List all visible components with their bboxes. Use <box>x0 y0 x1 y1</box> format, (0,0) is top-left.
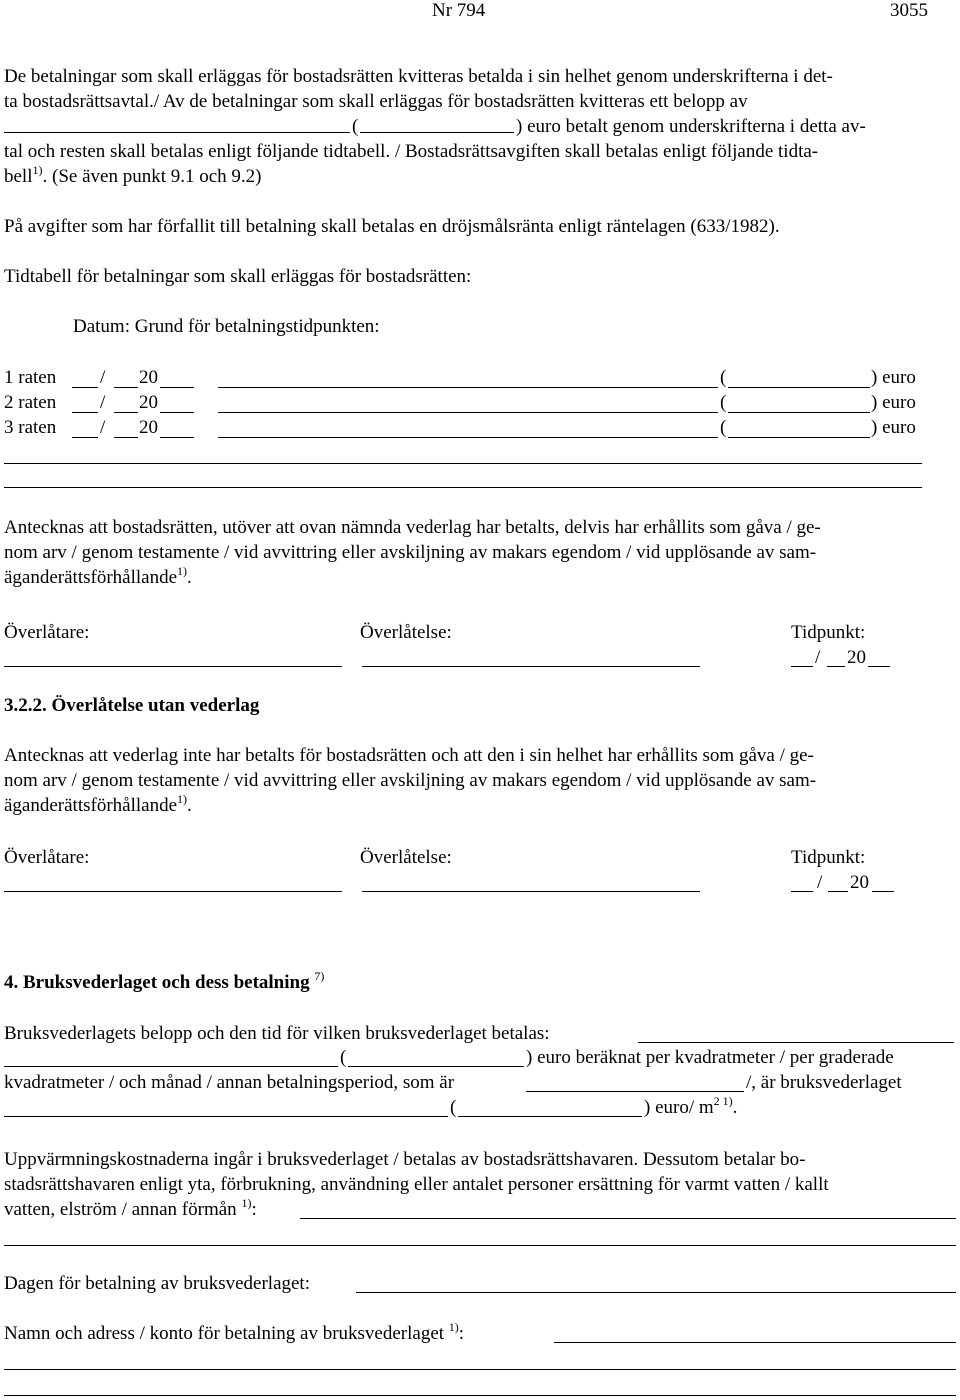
installment-1-year[interactable] <box>160 387 194 388</box>
installment-2-amount[interactable] <box>728 412 870 413</box>
fee-euro-field[interactable] <box>348 1066 524 1067</box>
transferor-field[interactable] <box>4 891 342 892</box>
extra-line-2[interactable] <box>4 487 922 488</box>
year-prefix: 20 <box>139 367 158 388</box>
paren-open: ( <box>340 1047 347 1068</box>
fee-basis-text: ) euro beräknat per kvadratmeter / per graderade <box>526 1047 894 1068</box>
fee-other-period-field[interactable] <box>526 1091 744 1092</box>
intro-line-2: ta bostadsrättsavtal./ Av de betalningar som skall erläggas för bostadsrätten kvitteras ett belopp av <box>4 91 748 112</box>
paren-open: ( <box>450 1097 457 1118</box>
footnote-ref: 1) <box>241 1196 252 1210</box>
installment-3-amount[interactable] <box>728 437 870 438</box>
euro-unit: ) euro <box>871 392 916 413</box>
time-label: Tidpunkt: <box>791 847 866 868</box>
installment-1-amount[interactable] <box>728 387 870 388</box>
footnote-ref: 1) <box>448 1320 459 1334</box>
document-number: Nr 794 <box>432 0 486 21</box>
gift-note-line-3: äganderättsförhållande$^{1)}$. <box>4 564 192 588</box>
no-consideration-line-1: Antecknas att vederlag inte har betalts för bostadsrätten och att den i sin helhet har erhållits som gåva / ge- <box>4 745 814 766</box>
schedule-heading: Tidtabell för betalningar som skall erläggas för bostadsrätten: <box>4 266 472 287</box>
section-heading-4: 4. Bruksvederlaget och dess betalning $^{7)}$ <box>4 969 325 993</box>
year-prefix: 20 <box>850 872 869 893</box>
transferor-label: Överlåtare: <box>4 622 90 643</box>
fee-total-field[interactable] <box>4 1116 448 1117</box>
installment-3-year[interactable] <box>160 437 194 438</box>
date-slash: / <box>100 417 106 438</box>
time-day-field[interactable] <box>791 666 813 667</box>
amount-blank-line[interactable] <box>4 132 350 133</box>
due-date-label: Dagen för betalning av bruksvederlaget: <box>4 1273 310 1294</box>
installment-2-label: 2 raten <box>4 392 57 413</box>
date-slash: / <box>100 367 106 388</box>
footnote-ref: 2 1) <box>713 1094 733 1108</box>
fee-amount-label: Bruksvederlagets belopp och den tid för vilken bruksvederlaget betalas: <box>4 1023 550 1044</box>
transferor-label: Överlåtare: <box>4 847 90 868</box>
footnote-ref: 1) <box>32 163 43 177</box>
time-month-field[interactable] <box>827 666 845 667</box>
installment-1-day[interactable] <box>72 387 98 388</box>
transfer-field[interactable] <box>362 666 700 667</box>
intro-line-4: tal och resten skall betalas enligt följande tidtabell. / Bostadsrättsavgiften skall betalas enligt följande tidta- <box>4 141 819 162</box>
time-year-field[interactable] <box>868 666 890 667</box>
euro-unit: ) euro <box>871 367 916 388</box>
date-slash: / <box>817 872 823 893</box>
footnote-ref: 7) <box>314 969 325 983</box>
intro-line-5: bell$^{1)}$. (Se även punkt 9.1 och 9.2) <box>4 163 262 187</box>
no-consideration-line-2: nom arv / genom testamente / vid avvittring eller avskiljning av makars egendom / vid upplösande av sam- <box>4 770 817 791</box>
schedule-columns-label: Datum: Grund för betalningstidpunkten: <box>73 316 380 337</box>
transfer-label: Överlåtelse: <box>360 622 452 643</box>
other-benefit-field[interactable] <box>300 1218 956 1219</box>
other-benefit-field-2[interactable] <box>4 1245 956 1246</box>
installment-1-basis[interactable] <box>218 387 718 388</box>
installment-3-month[interactable] <box>114 437 138 438</box>
year-prefix: 20 <box>847 647 866 668</box>
footnote-ref: 1) <box>177 564 188 578</box>
account-field-3[interactable] <box>4 1395 956 1396</box>
transfer-field[interactable] <box>362 891 700 892</box>
paren-open: ( <box>352 116 359 137</box>
installment-3-day[interactable] <box>72 437 98 438</box>
due-date-field[interactable] <box>356 1292 956 1293</box>
heating-line-2: stadsrättshavaren enligt yta, förbrukning, användning eller antalet personer ersättning för varmt vatten / kallt <box>4 1174 829 1195</box>
time-day-field[interactable] <box>791 891 813 892</box>
fee-period-text: kvadratmeter / och månad / annan betalningsperiod, som är <box>4 1072 455 1093</box>
transferor-field[interactable] <box>4 666 342 667</box>
transfer-label: Överlåtelse: <box>360 847 452 868</box>
installment-2-year[interactable] <box>160 412 194 413</box>
installment-2-basis[interactable] <box>218 412 718 413</box>
section-heading-322: 3.2.2. Överlåtelse utan vederlag <box>4 695 260 716</box>
account-field-2[interactable] <box>4 1369 956 1370</box>
time-year-field[interactable] <box>872 891 894 892</box>
installment-1-label: 1 raten <box>4 367 57 388</box>
intro-line-3: ) euro betalt genom underskrifterna i detta av- <box>516 116 866 137</box>
heating-line-1: Uppvärmningskostnaderna ingår i bruksvederlaget / betalas av bostadsrättshavaren. Dessutom betalar bo- <box>4 1149 806 1170</box>
paren-open: ( <box>720 417 727 438</box>
amount-euro-blank[interactable] <box>360 132 514 133</box>
gift-note-line-1: Antecknas att bostadsrätten, utöver att ovan nämnda vederlag har betalts, delvis har erhållits som gåva / ge- <box>4 517 821 538</box>
page-number: 3055 <box>890 0 928 21</box>
fee-per-m2-text: ) euro/ $m^{2 1)}$. <box>644 1094 738 1118</box>
no-consideration-line-3: äganderättsförhållande$^{1)}$. <box>4 792 192 816</box>
year-prefix: 20 <box>139 392 158 413</box>
account-label: Namn och adress / konto för betalning av bruksvederlaget $^{1)}$: <box>4 1320 465 1344</box>
interest-text: På avgifter som har förfallit till betalning skall betalas en dröjsmålsränta enligt räntelagen (633/1982). <box>4 216 780 237</box>
installment-2-day[interactable] <box>72 412 98 413</box>
fee-result-text: /, är bruksvederlaget <box>746 1072 902 1093</box>
date-slash: / <box>100 392 106 413</box>
time-month-field[interactable] <box>828 891 848 892</box>
installment-2-month[interactable] <box>114 412 138 413</box>
fee-period-field[interactable] <box>638 1042 954 1043</box>
fee-per-m2-field[interactable] <box>458 1116 642 1117</box>
gift-note-line-2: nom arv / genom testamente / vid avvittring eller avskiljning av makars egendom / vid upplösande av sam- <box>4 542 817 563</box>
footnote-ref: 1) <box>177 792 188 806</box>
paren-open: ( <box>720 367 727 388</box>
paren-open: ( <box>720 392 727 413</box>
time-label: Tidpunkt: <box>791 622 866 643</box>
intro-line-1: De betalningar som skall erläggas för bostadsrätten kvitteras betalda i sin helhet genom underskrifterna i det- <box>4 66 833 87</box>
year-prefix: 20 <box>139 417 158 438</box>
heating-line-3: vatten, elström / annan förmån $^{1)}$: <box>4 1196 257 1220</box>
euro-unit: ) euro <box>871 417 916 438</box>
installment-1-month[interactable] <box>114 387 138 388</box>
installment-3-basis[interactable] <box>218 437 718 438</box>
account-field[interactable] <box>554 1342 956 1343</box>
fee-amount-field[interactable] <box>4 1066 338 1067</box>
date-slash: / <box>815 647 821 668</box>
installment-3-label: 3 raten <box>4 417 57 438</box>
extra-line-1[interactable] <box>4 463 922 464</box>
